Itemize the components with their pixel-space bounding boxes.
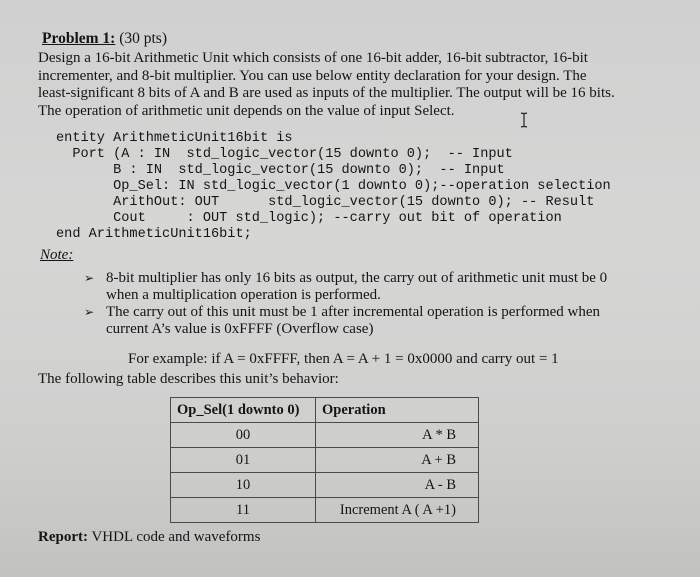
opsel-cell: 11 xyxy=(171,498,316,523)
bullet-line: current A’s value is 0xFFFF (Overflow case) xyxy=(106,321,374,337)
table-intro: The following table describes this unit’s behavior: xyxy=(38,371,339,387)
code-line: Cout : OUT std_logic); --carry out bit of operation xyxy=(56,211,562,226)
table-row xyxy=(171,423,479,448)
bullet-item xyxy=(84,270,607,304)
arrow-bullet-icon: ➢ xyxy=(84,271,95,285)
table-header-row xyxy=(171,398,479,423)
problem-points: (30 pts) xyxy=(119,30,167,47)
code-line: end ArithmeticUnit16bit; xyxy=(56,227,252,242)
operation-cell: A + B xyxy=(316,448,479,473)
description-line: The operation of arithmetic unit depends on the value of input Select. xyxy=(38,102,455,119)
table-row xyxy=(171,498,479,523)
table-row xyxy=(171,448,479,473)
opsel-cell: 01 xyxy=(171,448,316,473)
bullet-item xyxy=(84,304,607,338)
code-line: Port (A : IN std_logic_vector(15 downto 0); -- Input xyxy=(56,147,513,162)
bullet-line: when a multiplication operation is performed. xyxy=(106,287,381,303)
column-header-operation: Operation xyxy=(316,398,479,423)
description-line: incrementer, and 8-bit multiplier. You can use below entity declaration for your design. The xyxy=(38,67,587,84)
operation-cell: Increment A ( A +1) xyxy=(316,498,479,523)
problem-label: Problem 1: xyxy=(42,30,116,47)
note-label: Note: xyxy=(40,247,74,263)
vhdl-entity-code xyxy=(56,131,611,243)
code-line: entity ArithmeticUnit16bit is xyxy=(56,131,293,146)
column-header-opsel: Op_Sel(1 downto 0) xyxy=(171,398,316,423)
bullet-line: 8-bit multiplier has only 16 bits as output, the carry out of arithmetic unit must be 0 xyxy=(106,270,608,286)
operation-cell: A * B xyxy=(316,423,479,448)
behavior-table xyxy=(170,397,479,523)
code-line: Op_Sel: IN std_logic_vector(1 downto 0);--operation selection xyxy=(56,179,611,194)
report-text: VHDL code and waveforms xyxy=(87,529,261,545)
opsel-cell: 10 xyxy=(171,473,316,498)
opsel-cell: 00 xyxy=(171,423,316,448)
problem-title xyxy=(42,30,167,48)
code-line: B : IN std_logic_vector(15 downto 0); -- Input xyxy=(56,163,505,178)
table-row xyxy=(171,473,479,498)
report-requirement xyxy=(38,529,260,546)
report-label: Report: xyxy=(38,529,88,545)
overflow-example: For example: if A = 0xFFFF, then A = A + 1 = 0x0000 and carry out = 1 xyxy=(128,351,559,367)
text-cursor-icon xyxy=(519,112,529,128)
arrow-bullet-icon: ➢ xyxy=(84,305,95,319)
bullet-line: The carry out of this unit must be 1 after incremental operation is performed when xyxy=(106,304,601,320)
code-line: ArithOut: OUT std_logic_vector(15 downto 0); -- Result xyxy=(56,195,595,210)
description-line: Design a 16-bit Arithmetic Unit which consists of one 16-bit adder, 16-bit subtractor, 16-bit xyxy=(38,50,588,66)
problem-description xyxy=(38,50,658,120)
operation-cell: A - B xyxy=(316,473,479,498)
note-bullets xyxy=(84,270,607,338)
description-line: least-significant 8 bits of A and B are used as inputs of the multiplier. The output will be 16 bits. xyxy=(38,85,615,101)
